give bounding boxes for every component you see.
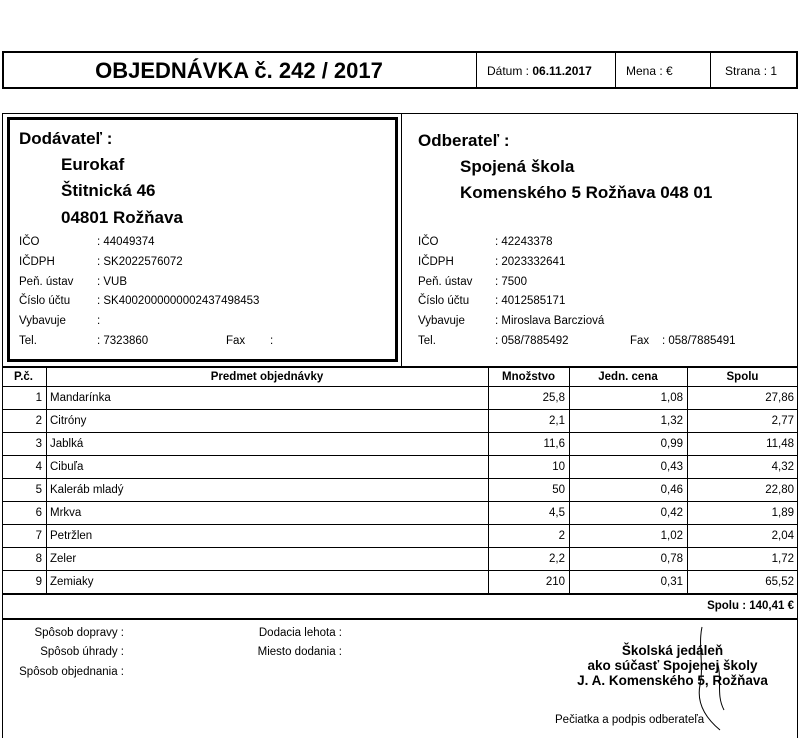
supplier-field-value: : <box>97 315 101 327</box>
delivery-place-label: Miesto dodania : <box>257 646 342 658</box>
row-total: 1,72 <box>771 553 794 565</box>
row-unit-price: 0,78 <box>660 553 683 565</box>
supplier-field-label: Vybavuje <box>19 315 66 327</box>
row-unit-price: 0,43 <box>660 461 683 473</box>
row-divider <box>2 455 798 456</box>
col-header-item: Predmet objednávky <box>210 371 324 383</box>
date-field <box>487 64 592 78</box>
customer-field-label: IČDPH <box>418 256 454 268</box>
row-quantity: 25,8 <box>542 392 565 404</box>
row-number: 6 <box>35 507 42 519</box>
customer-address: Komenského 5 Rožňava 048 01 <box>460 183 713 202</box>
customer-fax-value: : 058/7885491 <box>662 335 736 347</box>
supplier-field-value: : SK4002000000002437498453 <box>97 295 260 307</box>
currency-field <box>626 64 673 78</box>
row-unit-price: 0,42 <box>660 507 683 519</box>
col-header-qty: Množstvo <box>501 371 556 383</box>
date-label: Dátum : <box>487 64 530 78</box>
row-item: Cibuľa <box>50 461 84 473</box>
row-number: 8 <box>35 553 42 565</box>
row-divider <box>2 524 798 525</box>
row-number: 4 <box>35 461 42 473</box>
customer-field-label: Číslo účtu <box>418 295 470 307</box>
stamp-caption: Pečiatka a podpis odberateľa <box>555 714 705 726</box>
row-total: 2,04 <box>771 530 794 542</box>
supplier-field-value: : 44049374 <box>97 236 155 248</box>
row-total: 22,80 <box>765 484 794 496</box>
customer-field-label: IČO <box>418 236 439 248</box>
date-value: 06.11.2017 <box>532 64 592 78</box>
customer-field-label: Vybavuje <box>418 315 465 327</box>
supplier-name: Eurokaf <box>61 155 125 174</box>
delivery-term-label: Dodacia lehota : <box>258 627 342 639</box>
customer-fax-label: Fax <box>630 335 650 347</box>
stamp-line: Školská jedáleň <box>621 643 724 658</box>
row-item: Zeler <box>50 553 77 565</box>
row-divider <box>2 409 798 410</box>
row-quantity: 4,5 <box>549 507 565 519</box>
row-divider <box>2 432 798 433</box>
row-quantity: 11,6 <box>543 438 565 450</box>
row-number: 9 <box>35 576 42 588</box>
row-total: 11,48 <box>766 438 794 450</box>
row-item: Mrkva <box>50 507 82 519</box>
row-unit-price: 0,99 <box>660 438 683 450</box>
row-quantity: 50 <box>552 484 565 496</box>
customer-field-value: : 42243378 <box>495 236 553 248</box>
customer-field-value: : 7500 <box>495 276 527 288</box>
row-unit-price: 1,08 <box>660 392 683 404</box>
row-item: Petržlen <box>50 530 93 542</box>
supplier-field-value: : SK2022576072 <box>97 256 183 268</box>
row-quantity: 210 <box>545 576 565 588</box>
customer-stamp <box>540 643 800 688</box>
customer-field-value: : 4012585171 <box>495 295 566 307</box>
row-total: 4,32 <box>771 461 794 473</box>
row-quantity: 2,1 <box>549 415 565 427</box>
row-divider <box>2 501 798 502</box>
supplier-field-label: Peň. ústav <box>19 276 74 288</box>
row-number: 1 <box>35 392 42 404</box>
row-total: 27,86 <box>765 392 794 404</box>
customer-field-label: Peň. ústav <box>418 276 473 288</box>
document-title: OBJEDNÁVKA č. 242 / 2017 <box>95 58 383 83</box>
supplier-heading: Dodávateľ : <box>19 129 113 148</box>
row-total: 2,77 <box>771 415 794 427</box>
page-label: Strana : <box>725 64 768 78</box>
row-item: Kaleráb mladý <box>50 484 124 496</box>
row-quantity: 2 <box>558 530 565 542</box>
currency-label: Mena : <box>626 64 663 78</box>
row-number: 3 <box>35 438 42 450</box>
row-item: Zemiaky <box>50 576 94 588</box>
row-item: Citróny <box>50 415 87 427</box>
row-divider <box>2 547 798 548</box>
supplier-field-label: Číslo účtu <box>19 295 71 307</box>
col-header-price: Jedn. cena <box>598 371 658 383</box>
row-divider <box>2 478 798 479</box>
supplier-fax-label: Fax <box>226 335 246 347</box>
customer-field-value: : Miroslava Barcziová <box>495 315 605 327</box>
payment-label: Spôsob úhrady : <box>40 646 124 658</box>
row-unit-price: 1,02 <box>660 530 683 542</box>
col-header-total: Spolu <box>726 371 759 383</box>
currency-value: € <box>666 64 673 78</box>
sum-total: Spolu : 140,41 € <box>707 600 794 612</box>
supplier-field-label: Tel. <box>19 335 37 347</box>
row-number: 7 <box>35 530 42 542</box>
row-number: 2 <box>35 415 42 427</box>
page-field <box>725 64 777 78</box>
customer-field-value: : 2023332641 <box>495 256 566 268</box>
row-unit-price: 0,46 <box>660 484 683 496</box>
supplier-field-value: : 7323860 <box>97 335 149 347</box>
supplier-city: 04801 Rožňava <box>61 208 183 227</box>
row-item: Jablká <box>50 438 84 450</box>
row-item: Mandarínka <box>50 392 111 404</box>
supplier-field-value: : VUB <box>97 276 128 288</box>
col-header-no: P.č. <box>14 371 33 383</box>
customer-field-value: : 058/7885492 <box>495 335 569 347</box>
row-unit-price: 0,31 <box>660 576 683 588</box>
stamp-line: J. A. Komenského 5, Rožňava <box>577 673 768 688</box>
row-quantity: 10 <box>552 461 565 473</box>
customer-name: Spojená škola <box>460 157 575 176</box>
supplier-street: Štitnická 46 <box>61 181 156 200</box>
row-quantity: 2,2 <box>549 553 565 565</box>
supplier-fax-value: : <box>270 335 274 347</box>
row-divider <box>2 570 798 571</box>
supplier-field-label: IČDPH <box>19 256 55 268</box>
order-method-label: Spôsob objednania : <box>19 666 124 678</box>
row-total: 65,52 <box>765 576 794 588</box>
page-value: 1 <box>770 64 778 78</box>
row-number: 5 <box>35 484 42 496</box>
customer-field-label: Tel. <box>418 335 436 347</box>
sum-row <box>2 594 798 619</box>
row-unit-price: 1,32 <box>660 415 683 427</box>
transport-label: Spôsob dopravy : <box>34 627 124 639</box>
supplier-field-label: IČO <box>19 236 40 248</box>
stamp-line: ako súčasť Spojenej školy <box>587 658 758 673</box>
customer-heading: Odberateľ : <box>418 131 510 150</box>
row-total: 1,89 <box>771 507 794 519</box>
